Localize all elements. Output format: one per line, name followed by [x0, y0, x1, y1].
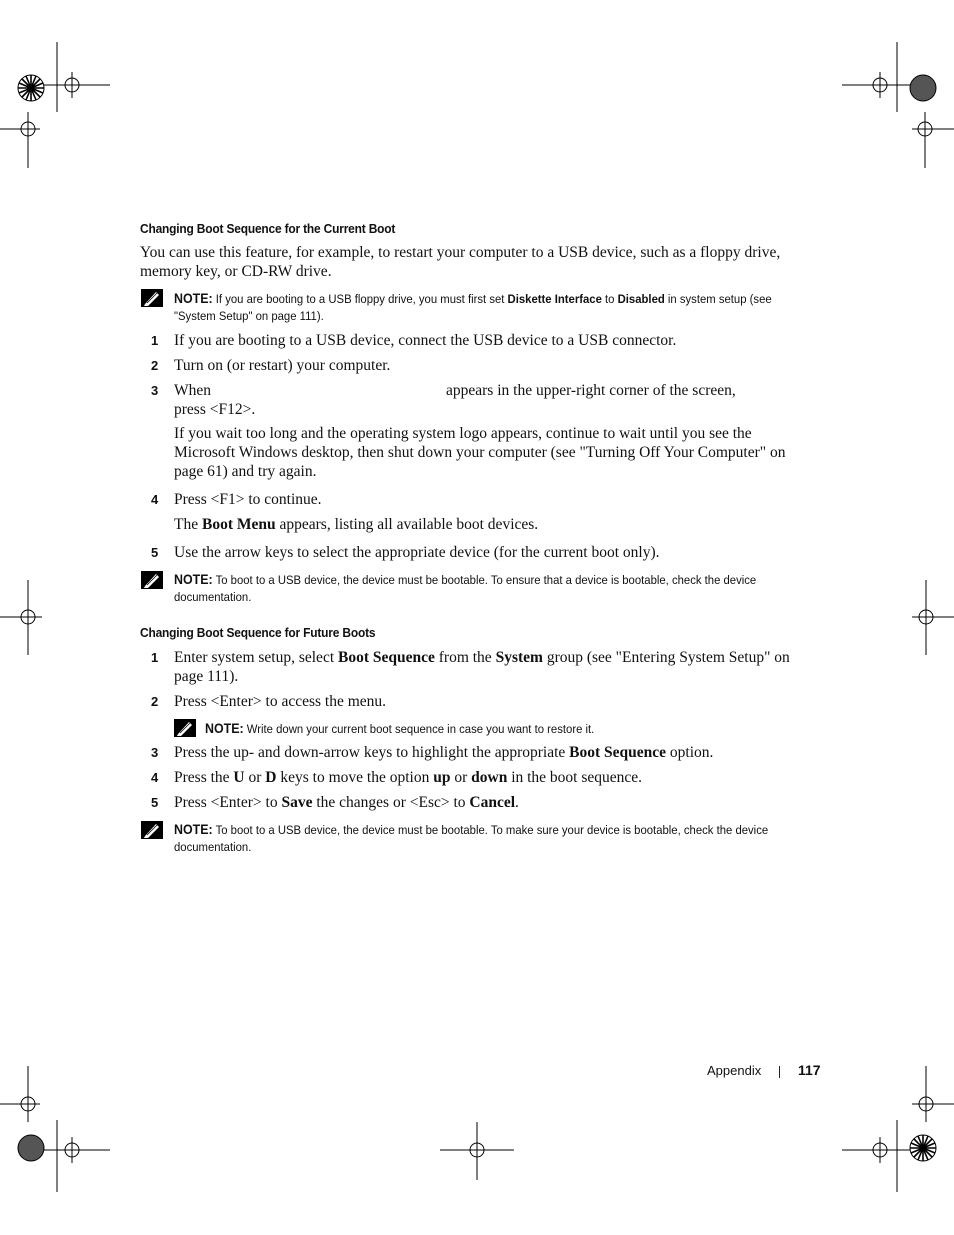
note-label: NOTE: — [174, 291, 213, 306]
step-subtext: The — [174, 516, 202, 533]
step-text: appears in the upper-right corner of the screen, — [446, 382, 736, 399]
step-subtext: Enter system setup, select — [174, 649, 338, 666]
note-bootable-device — [174, 571, 800, 606]
system-term: System — [495, 649, 543, 666]
step-number: 4 — [151, 492, 159, 507]
step-subtext: from the — [434, 649, 496, 666]
step-text — [174, 793, 804, 812]
u-key-term: U — [233, 769, 245, 786]
step-subtext: the changes or <Esc> to — [312, 794, 470, 811]
intro-paragraph: You can use this feature, for example, to restart your computer to a USB device, such as a floppy drive, memory key, or CD-RW drive. — [140, 244, 781, 280]
step-number: 1 — [151, 650, 159, 665]
note-label: NOTE: — [205, 721, 244, 736]
note-label: NOTE: — [174, 822, 213, 837]
note-bootable-device-final — [174, 821, 800, 856]
step-subtext: group (see "Entering System Setup" on page 111). — [174, 649, 790, 685]
boot-sequence-term: Boot Sequence — [569, 744, 667, 761]
step-number: 3 — [151, 383, 159, 398]
step-number: 1 — [151, 333, 159, 348]
step-text: Use the arrow keys to select the appropriate device (for the current boot only). — [174, 544, 660, 561]
note-pencil-icon — [141, 289, 163, 307]
step-subtext: in the boot sequence. — [507, 769, 643, 786]
step-subparagraph — [174, 515, 804, 534]
note-usb-floppy — [174, 290, 800, 325]
step-text — [174, 768, 804, 787]
note-text: To boot to a USB device, the device must be bootable. To make sure your device is bootable, check the device documentation. — [174, 823, 769, 854]
page-number: 117 — [798, 1062, 821, 1078]
step-subparagraph: If you wait too long and the operating system logo appears, continue to wait until you see the Microsoft Windows desktop, then shut down your computer (see "Turning Off Your Computer" on page 61) and try again. — [174, 425, 786, 480]
step-number: 3 — [151, 745, 159, 760]
note-label: NOTE: — [174, 572, 213, 587]
boot-sequence-term: Boot Sequence — [338, 649, 435, 666]
boot-menu-term: Boot Menu — [201, 516, 276, 533]
step-number: 5 — [151, 795, 159, 810]
disabled-term: Disabled — [617, 292, 665, 306]
save-term: Save — [281, 794, 313, 811]
step-subtext: keys to move the option — [276, 769, 434, 786]
step-subtext: appears, listing all available boot devices. — [275, 516, 539, 533]
note-write-down-sequence — [205, 720, 794, 738]
step-number: 2 — [151, 694, 159, 709]
note-text: in system setup (see "System Setup" on page 111). — [174, 292, 772, 323]
step-number: 2 — [151, 358, 159, 373]
step-subtext: Press the up- and down-arrow keys to highlight the appropriate — [174, 744, 570, 761]
step-text: Press <F1> to continue. — [174, 491, 322, 508]
step-text — [174, 648, 804, 686]
step-subtext: Press <Enter> to — [174, 794, 282, 811]
d-key-term: D — [265, 769, 277, 786]
note-text: Write down your current boot sequence in case you want to restore it. — [243, 722, 595, 736]
section-heading-current-boot: Changing Boot Sequence for the Current Boot — [140, 221, 396, 236]
footer-divider — [779, 1066, 780, 1078]
step-text: Turn on (or restart) your computer. — [174, 357, 391, 374]
step-number: 4 — [151, 770, 159, 785]
note-text: to — [601, 292, 618, 306]
down-term: down — [471, 769, 508, 786]
section-heading-future-boots: Changing Boot Sequence for Future Boots — [140, 625, 376, 640]
note-text: To boot to a USB device, the device must be bootable. To ensure that a device is bootable, check the device documentation. — [174, 573, 757, 604]
note-pencil-icon — [141, 821, 163, 839]
step-text: If you are booting to a USB device, connect the USB device to a USB connector. — [174, 332, 677, 349]
step-subtext: . — [515, 794, 519, 811]
cancel-term: Cancel — [469, 794, 516, 811]
step-subtext: Press the — [174, 769, 234, 786]
step-number: 5 — [151, 545, 159, 560]
up-term: up — [433, 769, 451, 786]
step-subtext: option. — [666, 744, 714, 761]
diskette-interface-term: Diskette Interface — [507, 292, 602, 306]
note-pencil-icon — [141, 571, 163, 589]
step-text — [174, 743, 804, 762]
note-pencil-icon — [174, 719, 196, 737]
footer-section-label: Appendix — [707, 1063, 762, 1078]
note-text: If you are booting to a USB floppy drive, you must first set — [212, 292, 508, 306]
step-text: When — [174, 382, 212, 399]
step-subtext: or — [244, 769, 266, 786]
step-subtext: or — [450, 769, 472, 786]
step-text: press <F12>. — [174, 401, 256, 418]
step-text: Press <Enter> to access the menu. — [174, 693, 387, 710]
